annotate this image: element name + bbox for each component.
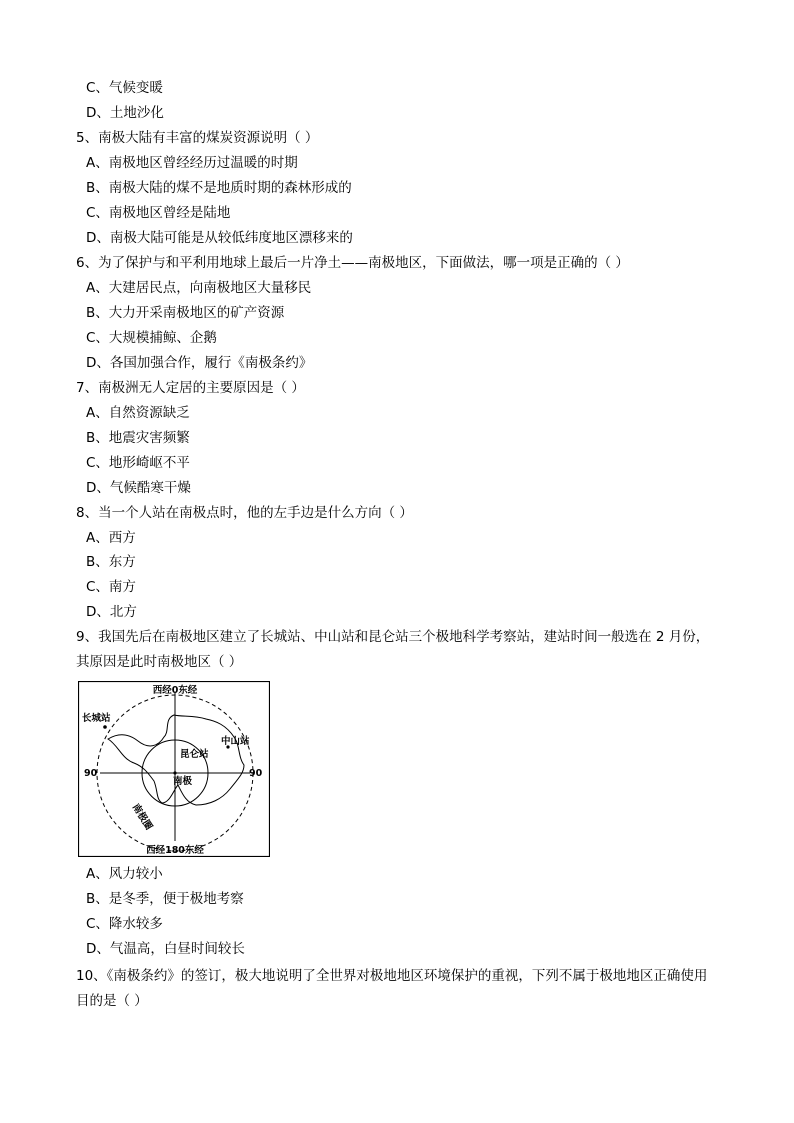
text-line: D、土地沙化 bbox=[86, 105, 164, 121]
text-line: C、气候变暖 bbox=[86, 80, 163, 96]
option: D、各国加强合作，履行《南极条约》 bbox=[86, 355, 313, 371]
question-8: 8、当一个人站在南极点时，他的左手边是什么方向（ ） bbox=[76, 505, 413, 521]
option: B、东方 bbox=[86, 554, 136, 570]
label-south-pole: 南极 bbox=[173, 776, 193, 787]
map-frame bbox=[79, 682, 270, 857]
changcheng-station-dot bbox=[103, 725, 107, 729]
label-changcheng: 长城站 bbox=[82, 713, 111, 724]
option: A、自然资源缺乏 bbox=[86, 405, 190, 421]
option: C、南极地区曾经是陆地 bbox=[86, 205, 231, 221]
question-9-cont: 其原因是此时南极地区（ ） bbox=[76, 654, 243, 670]
label-zhongshan: 中山站 bbox=[221, 736, 250, 747]
option: C、地形崎岖不平 bbox=[86, 455, 190, 471]
option: A、大建居民点，向南极地区大量移民 bbox=[86, 280, 312, 296]
option: D、北方 bbox=[86, 604, 137, 620]
option: A、西方 bbox=[86, 530, 136, 546]
option: A、南极地区曾经经历过温暖的时期 bbox=[86, 155, 298, 171]
option: D、气候酷寒干燥 bbox=[86, 480, 191, 496]
option: B、南极大陆的煤不是地质时期的森林形成的 bbox=[86, 180, 352, 196]
question-7: 7、南极洲无人定居的主要原因是（ ） bbox=[76, 380, 305, 396]
label-right-90: 90 bbox=[249, 768, 263, 779]
question-10: 10、《南极条约》的签订，极大地说明了全世界对极地地区环境保护的重视，下列不属于极地地区正确使用目的是（ ） bbox=[76, 968, 708, 1009]
question-9: 9、我国先后在南极地区建立了长城站、中山站和昆仑站三个极地科学考察站，建站时间一般选在 2 月份， bbox=[76, 629, 710, 645]
option: C、南方 bbox=[86, 579, 136, 595]
option: C、降水较多 bbox=[86, 916, 163, 932]
option: B、地震灾害频繁 bbox=[86, 430, 190, 446]
option: C、大规模捕鲸、企鹅 bbox=[86, 330, 217, 346]
label-kunlun: 昆仑站 bbox=[180, 749, 209, 760]
option: D、南极大陆可能是从较低纬度地区漂移来的 bbox=[86, 230, 353, 246]
question-5: 5、南极大陆有丰富的煤炭资源说明（ ） bbox=[76, 130, 319, 146]
label-top: 西经0东经 bbox=[152, 685, 198, 696]
option: B、大力开采南极地区的矿产资源 bbox=[86, 305, 285, 321]
south-pole-dot bbox=[173, 771, 176, 774]
option: A、风力较小 bbox=[86, 866, 163, 882]
question-6: 6、为了保护与和平利用地球上最后一片净土——南极地区，下面做法，哪一项是正确的（ ） bbox=[76, 255, 629, 271]
antarctica-map bbox=[78, 681, 270, 857]
option: D、气温高，白昼时间较长 bbox=[86, 941, 245, 957]
option: B、是冬季，便于极地考察 bbox=[86, 891, 244, 907]
label-antarctic-circle: 南极圈 bbox=[129, 802, 155, 833]
label-bottom: 西经180东经 bbox=[146, 845, 204, 856]
label-left-90: 90 bbox=[84, 768, 98, 779]
